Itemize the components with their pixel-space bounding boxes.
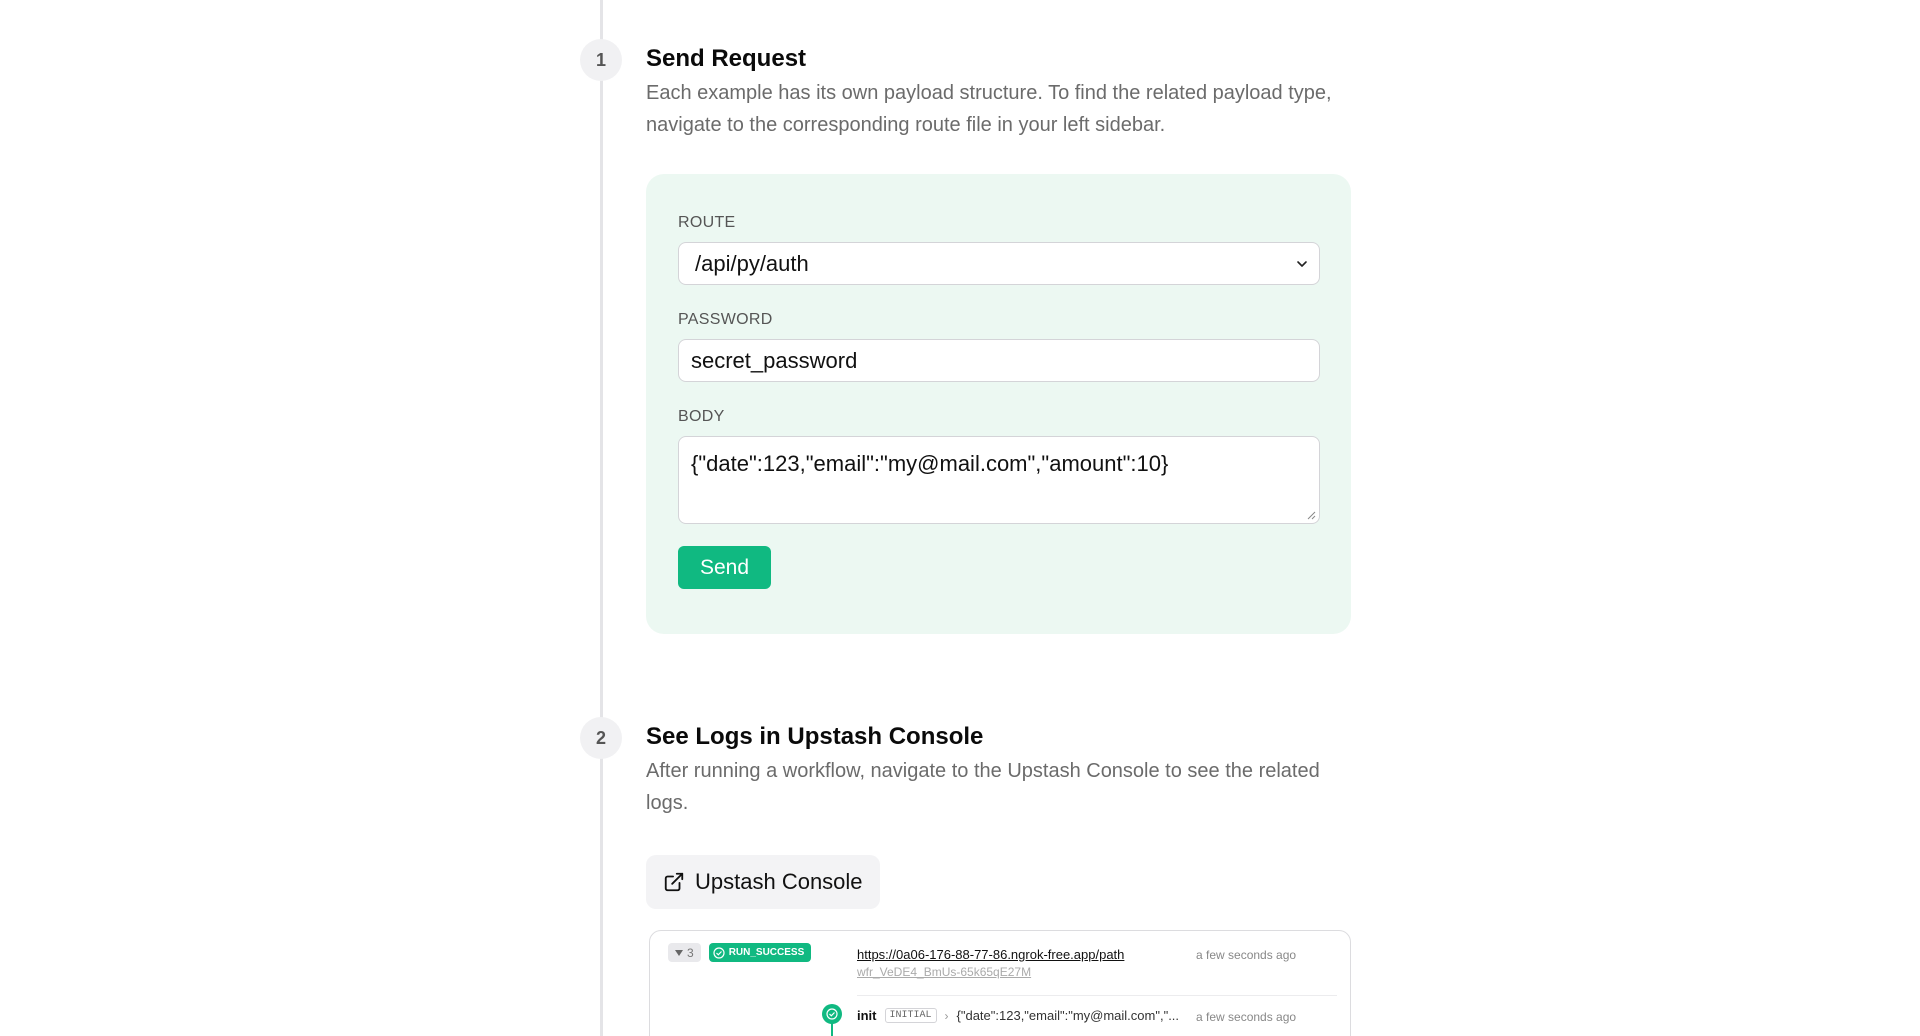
password-label: PASSWORD [678,311,773,328]
step-tag: INITIAL [885,1008,937,1023]
log-run-header [668,943,811,962]
upstash-console-button[interactable] [646,855,880,909]
upstash-console-label: Upstash Console [695,869,863,894]
route-select[interactable] [678,242,1320,285]
route-label: ROUTE [678,214,736,231]
send-button[interactable]: Send [678,546,771,589]
step-description: After running a workflow, navigate to the Upstash Console to see the related logs. [646,760,1320,814]
status-label: RUN_SUCCESS [728,947,805,958]
route-field [678,214,1319,285]
body-textarea[interactable] [678,436,1320,524]
route-select-value: /api/py/auth [695,250,809,276]
run-url-link[interactable]: https://0a06-176-88-77-86.ngrok-free.app/path [857,947,1125,962]
body-textarea-value: {"date":123,"email":"my@mail.com","amount":10} [691,451,1169,476]
check-circle-icon [826,1008,838,1020]
timeline-line [600,0,603,1036]
step-success-icon [822,1004,842,1024]
run-id-link[interactable]: wfr_VeDE4_BmUs-65k65qE27M [857,965,1032,979]
step-number-2: 2 [580,717,622,759]
chevron-right-icon: › [944,1008,949,1023]
status-badge [709,943,812,962]
external-link-icon [663,871,685,893]
logs-screenshot-panel [649,930,1351,1036]
step-count-toggle[interactable] [668,943,701,962]
resize-handle-icon[interactable] [1306,510,1316,520]
log-divider [857,995,1337,996]
chevron-down-icon [1295,257,1309,271]
password-input[interactable]: secret_password [678,339,1320,382]
step-name: init [857,1008,877,1023]
step-title: Send Request [646,45,807,72]
step-description: Each example has its own payload structure. To find the related payload type, navigate to the corresponding route file in your left sidebar. [646,82,1332,136]
request-form-card [646,174,1351,634]
step-count: 3 [687,945,694,960]
caret-down-icon [675,950,683,956]
step-timestamp: a few seconds ago [1196,1010,1297,1024]
log-step-row[interactable] [857,1008,1179,1023]
body-label: BODY [678,408,725,425]
run-timestamp: a few seconds ago [1196,948,1297,962]
password-field [678,311,1319,382]
body-field [678,408,1319,524]
check-circle-icon [713,947,725,959]
step-payload: {"date":123,"email":"my@mail.com","... [956,1008,1180,1023]
step-send-request [646,44,1356,141]
step-see-logs [646,722,1356,819]
step-number-1: 1 [580,39,622,81]
step-title: See Logs in Upstash Console [646,723,984,750]
